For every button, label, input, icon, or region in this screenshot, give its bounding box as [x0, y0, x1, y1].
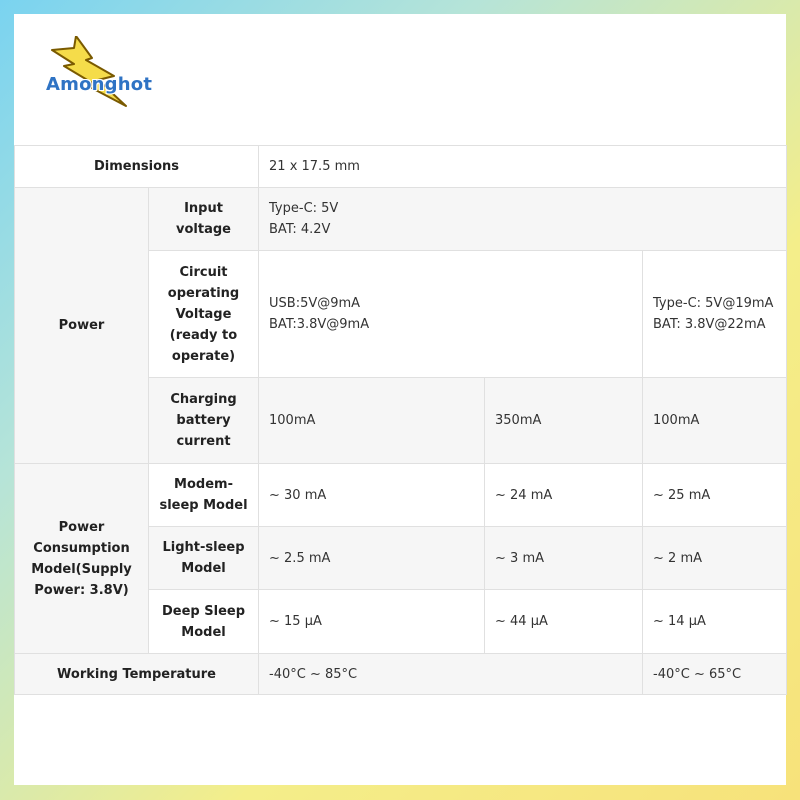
brand-logo-text: Amonghot [46, 74, 153, 95]
input-voltage-value [259, 188, 787, 251]
charging-current-value: 100mA [643, 378, 787, 464]
table-row [15, 464, 787, 527]
circuit-voltage-value-a [259, 251, 643, 378]
deep-sleep-label: Deep Sleep Model [149, 590, 259, 654]
light-sleep-value: ~ 2 mA [643, 527, 787, 590]
table-row [15, 654, 787, 695]
deep-sleep-value: ~ 14 μA [643, 590, 787, 654]
light-sleep-label: Light-sleep Model [149, 527, 259, 590]
modem-sleep-value: ~ 24 mA [485, 464, 643, 527]
deep-sleep-value: ~ 15 μA [259, 590, 485, 654]
circuit-voltage-line: USB:5V@9mA [269, 296, 361, 311]
circuit-voltage-value-b [643, 251, 787, 378]
power-label: Power [15, 188, 149, 464]
dimensions-label: Dimensions [15, 146, 259, 188]
deep-sleep-value: ~ 44 μA [485, 590, 643, 654]
circuit-voltage-label: Circuit operating Voltage (ready to operate) [149, 251, 259, 378]
dimensions-value: 21 x 17.5 mm [259, 146, 787, 188]
charging-current-value: 350mA [485, 378, 643, 464]
circuit-voltage-line: BAT:3.8V@9mA [269, 317, 370, 332]
charging-current-value: 100mA [259, 378, 485, 464]
input-voltage-label: Input voltage [149, 188, 259, 251]
modem-sleep-value: ~ 30 mA [259, 464, 485, 527]
circuit-voltage-line: BAT: 3.8V@22mA [653, 317, 766, 332]
light-sleep-value: ~ 3 mA [485, 527, 643, 590]
input-voltage-line: BAT: 4.2V [269, 222, 331, 237]
spec-table [14, 145, 787, 695]
product-spec-panel [14, 14, 786, 785]
input-voltage-line: Type-C: 5V [269, 201, 339, 216]
modem-sleep-label: Modem-sleep Model [149, 464, 259, 527]
table-row [15, 146, 787, 188]
power-consumption-label: Power Consumption Model(Supply Power: 3.8V) [15, 464, 149, 654]
charging-current-label: Charging battery current [149, 378, 259, 464]
brand-logo [34, 36, 184, 126]
modem-sleep-value: ~ 25 mA [643, 464, 787, 527]
light-sleep-value: ~ 2.5 mA [259, 527, 485, 590]
working-temperature-label: Working Temperature [15, 654, 259, 695]
circuit-voltage-line: Type-C: 5V@19mA [653, 296, 774, 311]
table-row [15, 188, 787, 251]
working-temperature-value: -40°C ~ 65°C [643, 654, 787, 695]
working-temperature-value: -40°C ~ 85°C [259, 654, 643, 695]
